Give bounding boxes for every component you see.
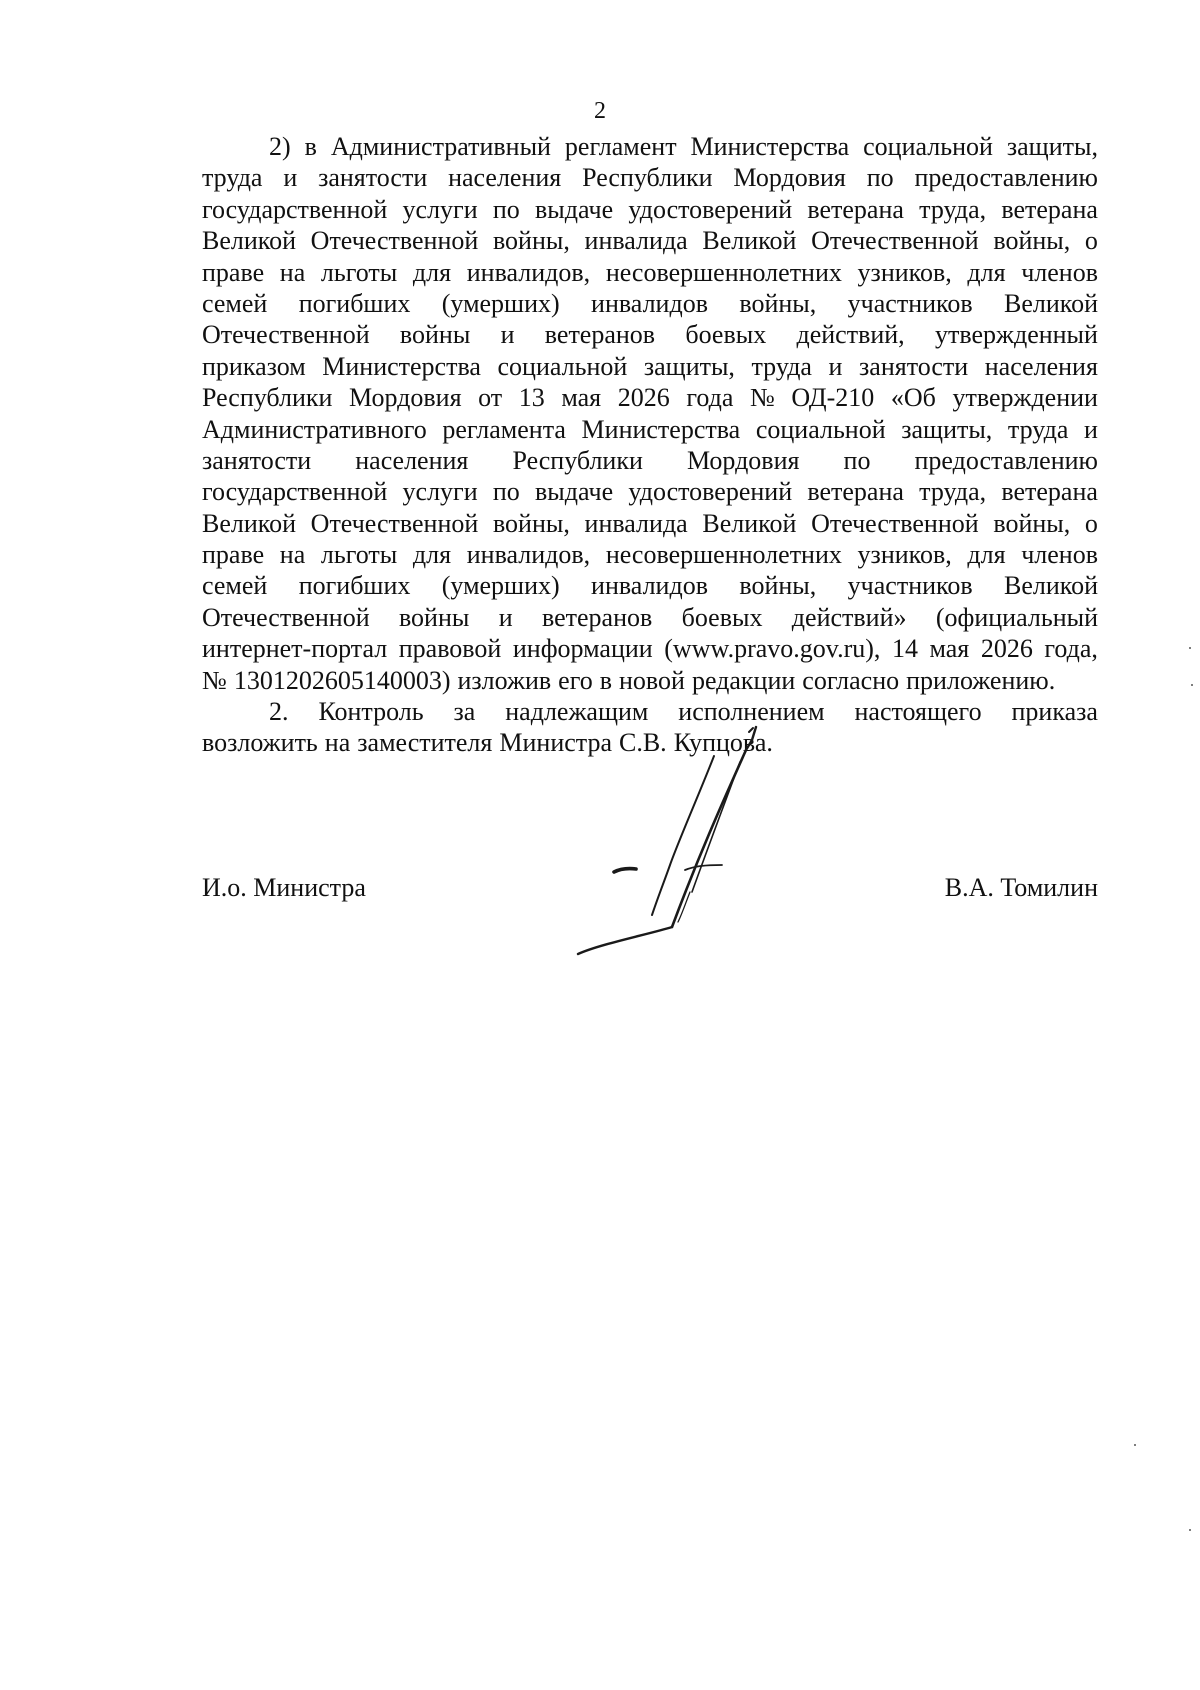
- word: правовой: [398, 634, 502, 664]
- word: и: [498, 602, 513, 632]
- word: от: [478, 383, 503, 413]
- word: в: [304, 132, 317, 161]
- word: (официальный: [935, 602, 1098, 632]
- word: Великой: [702, 508, 797, 538]
- word: труда: [751, 351, 812, 381]
- word: занятости: [318, 163, 428, 193]
- word: исполнением: [678, 697, 825, 727]
- word: 13: [518, 383, 545, 413]
- word: действий»: [791, 602, 907, 632]
- word: о: [1084, 508, 1098, 538]
- word: погибших: [298, 571, 411, 601]
- word: населения: [448, 163, 562, 193]
- word: и: [500, 320, 515, 350]
- word: 1301202605140003): [233, 665, 451, 695]
- word: инвалидов: [591, 571, 708, 601]
- word: социальной: [755, 414, 886, 444]
- word: возложить: [202, 728, 318, 758]
- word: узников,: [857, 257, 952, 287]
- word: инвалида: [584, 508, 688, 538]
- word: войны,: [993, 508, 1071, 538]
- word: Отечественной: [811, 226, 979, 256]
- word: инвалидов,: [466, 540, 591, 570]
- word: года,: [1044, 634, 1098, 664]
- document-body: [202, 131, 1098, 759]
- word: населения: [984, 351, 1098, 381]
- word: Министерства: [322, 351, 481, 381]
- signer-name: В.А. Томилин: [944, 873, 1098, 902]
- word: ветеранов: [544, 320, 656, 350]
- word: семей: [202, 571, 268, 601]
- word: новой: [619, 665, 685, 695]
- word: настоящего: [854, 697, 982, 727]
- text-line: [202, 131, 1098, 162]
- word: ветерана: [1001, 477, 1098, 507]
- text-line: [202, 602, 1098, 633]
- word: Великой: [202, 508, 296, 538]
- text-line: [202, 162, 1098, 193]
- text-line: [202, 414, 1098, 445]
- word: удостоверений: [628, 194, 793, 224]
- word: Отечественной: [310, 508, 479, 538]
- word: Отечественной: [310, 226, 479, 256]
- word: 2.: [269, 697, 289, 727]
- word: войны,: [993, 226, 1071, 256]
- text-line: [202, 665, 1098, 696]
- word: Административный: [330, 132, 551, 161]
- word: приказом: [202, 351, 306, 381]
- word: 2026: [617, 383, 670, 413]
- word: регламент: [564, 132, 677, 161]
- word: ветерана: [807, 194, 904, 224]
- word: Министра: [499, 728, 612, 758]
- word: Министерства: [581, 414, 741, 444]
- word: Мордовия: [686, 445, 800, 475]
- word: ветерана: [1001, 194, 1098, 224]
- word: участников: [847, 288, 973, 318]
- word: мая: [561, 383, 602, 413]
- word: льготы: [320, 257, 398, 287]
- word: 14: [891, 634, 918, 664]
- word: войны,: [492, 226, 570, 256]
- word: о: [1084, 226, 1098, 256]
- word: по: [492, 477, 520, 507]
- signer-title: И.о. Министра: [202, 873, 366, 902]
- word: для: [967, 540, 1006, 570]
- word: ОД-210: [791, 383, 875, 413]
- word: ветерана: [807, 477, 904, 507]
- word: занятости: [859, 351, 969, 381]
- word: защиты,: [643, 351, 735, 381]
- word: членов: [1021, 540, 1098, 570]
- word: труда: [1007, 414, 1069, 444]
- word: защиты,: [1006, 132, 1098, 161]
- word: семей: [202, 288, 268, 318]
- word: выдаче: [535, 477, 614, 507]
- word: предоставлению: [914, 445, 1098, 475]
- word: Великой: [1004, 288, 1098, 318]
- word: праве: [202, 540, 265, 570]
- word: инвалидов: [591, 288, 708, 318]
- word: членов: [1021, 257, 1098, 287]
- text-line: [202, 319, 1098, 350]
- word: Административного: [202, 414, 427, 444]
- word: 2026: [980, 634, 1033, 664]
- word: для: [412, 540, 452, 570]
- text-line: [202, 570, 1098, 601]
- word: согласно: [802, 665, 900, 695]
- word: инвалида: [584, 226, 688, 256]
- word: несовершеннолетних: [605, 540, 842, 570]
- word: выдаче: [535, 194, 614, 224]
- word: интернет-портал: [202, 634, 388, 664]
- text-line: [202, 225, 1098, 256]
- word: (www.pravo.gov.ru),: [664, 634, 881, 664]
- word: на: [279, 257, 306, 287]
- word: и: [1084, 414, 1098, 444]
- word: по: [866, 163, 894, 193]
- text-line: [202, 351, 1098, 382]
- page-number: 2: [594, 98, 606, 124]
- word: для: [412, 257, 452, 287]
- word: Республики: [202, 383, 333, 413]
- word: войны,: [492, 508, 570, 538]
- word: Республики: [582, 163, 713, 193]
- word: его: [558, 665, 593, 695]
- word: услуги: [402, 477, 478, 507]
- word: занятости: [202, 445, 312, 475]
- text-line: [202, 508, 1098, 539]
- word: удостоверений: [628, 477, 793, 507]
- word: изложив: [457, 665, 552, 695]
- word: 2): [269, 132, 291, 161]
- text-line: [202, 194, 1098, 225]
- text-line: [202, 445, 1098, 476]
- word: по: [843, 445, 871, 475]
- text-line: [202, 539, 1098, 570]
- word: информации: [512, 634, 653, 664]
- word: приказа: [1011, 697, 1098, 727]
- word: (умерших): [441, 571, 560, 601]
- word: по: [492, 194, 520, 224]
- word: социальной: [863, 132, 993, 161]
- word: участников: [847, 571, 973, 601]
- word: Контроль: [318, 697, 424, 727]
- word: в: [599, 665, 612, 695]
- word: приложению.: [906, 665, 1056, 695]
- word: для: [967, 257, 1006, 287]
- word: услуги: [402, 194, 478, 224]
- text-line: [202, 476, 1098, 507]
- word: труда,: [919, 194, 987, 224]
- word: защиты,: [901, 414, 993, 444]
- word: Министерства: [690, 132, 850, 161]
- word: войны,: [739, 571, 817, 601]
- word: государственной: [202, 194, 388, 224]
- word: утвержденный: [934, 320, 1098, 350]
- word: войны,: [739, 288, 817, 318]
- text-line: [202, 257, 1098, 288]
- word: и: [828, 351, 843, 381]
- text-line: [202, 633, 1098, 664]
- word: труда: [202, 163, 263, 193]
- word: Великой: [202, 226, 296, 256]
- word: «Об: [890, 383, 936, 413]
- word: на: [279, 540, 306, 570]
- word: инвалидов,: [466, 257, 591, 287]
- word: населения: [355, 445, 469, 475]
- word: (умерших): [441, 288, 560, 318]
- word: узников,: [857, 540, 952, 570]
- word: регламента: [442, 414, 566, 444]
- word: С.В.: [619, 728, 667, 758]
- word: войны: [398, 602, 470, 632]
- word: Отечественной: [202, 320, 370, 350]
- word: льготы: [320, 540, 398, 570]
- word: действий,: [796, 320, 905, 350]
- word: Мордовия: [349, 383, 462, 413]
- text-line: [202, 288, 1098, 319]
- word: надлежащим: [505, 697, 649, 727]
- word: предоставлению: [914, 163, 1098, 193]
- word: погибших: [298, 288, 411, 318]
- word: и: [283, 163, 298, 193]
- paragraph-amendment: [202, 131, 1098, 696]
- word: за: [453, 697, 476, 727]
- word: Великой: [1004, 571, 1098, 601]
- word: труда,: [919, 477, 987, 507]
- word: Великой: [702, 226, 797, 256]
- word: заместителя: [357, 728, 493, 758]
- word: редакции: [691, 665, 796, 695]
- word: войны: [399, 320, 471, 350]
- word: ветеранов: [541, 602, 653, 632]
- word: на: [324, 728, 351, 758]
- word: Мордовия: [733, 163, 846, 193]
- word: мая: [929, 634, 970, 664]
- word: №: [202, 665, 227, 695]
- word: Купцова.: [673, 728, 773, 758]
- word: №: [749, 383, 775, 413]
- word: года: [686, 383, 734, 413]
- text-line: [202, 382, 1098, 413]
- word: государственной: [202, 477, 388, 507]
- word: боевых: [685, 320, 767, 350]
- word: Отечественной: [811, 508, 979, 538]
- word: утверждении: [952, 383, 1098, 413]
- word: Республики: [512, 445, 643, 475]
- word: боевых: [681, 602, 763, 632]
- word: Отечественной: [202, 602, 370, 632]
- word: несовершеннолетних: [605, 257, 842, 287]
- word: праве: [202, 257, 265, 287]
- word: социальной: [497, 351, 628, 381]
- handwritten-signature: [560, 722, 820, 972]
